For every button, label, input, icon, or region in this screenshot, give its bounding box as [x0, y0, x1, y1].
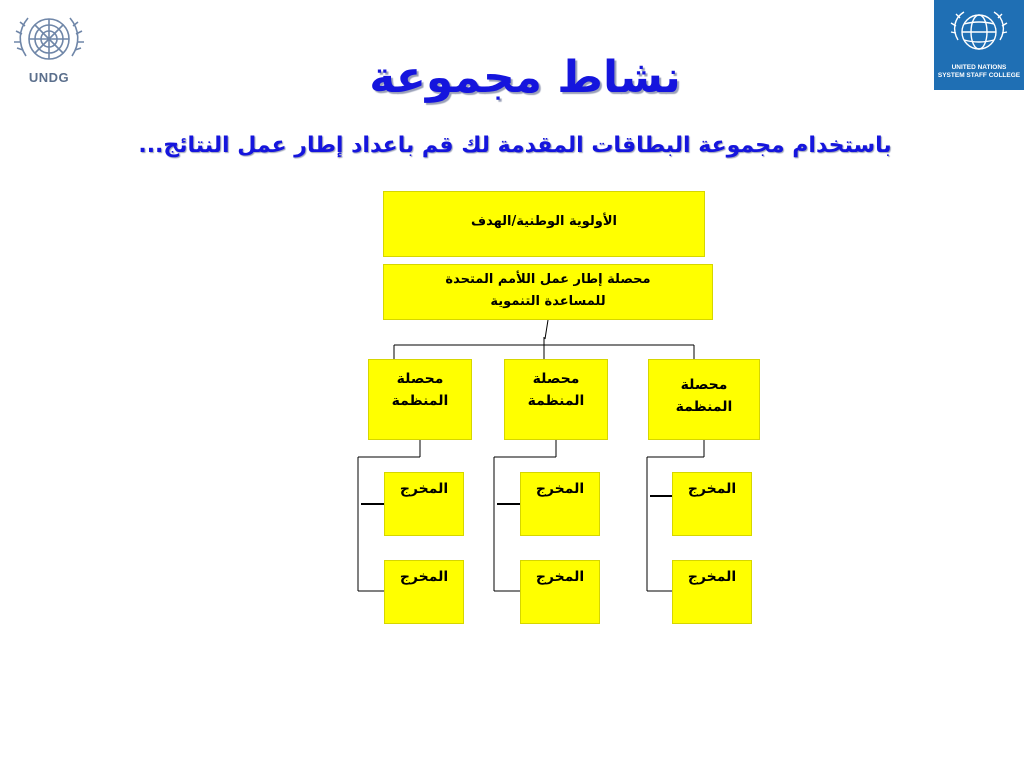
connector-undaf-stem [545, 320, 548, 339]
agency-outcome-line1: محصلة [532, 371, 580, 387]
slide-subtitle: باستخدام مجموعة البطاقات المقدمة لك قم باعداد إطار عمل النتائج... [138, 133, 892, 158]
agency-outcome-line1: محصلة [680, 377, 728, 393]
output-box: المخرج [520, 560, 600, 624]
agency-outcome-box [504, 359, 608, 440]
output-box: المخرج [672, 560, 752, 624]
agency-outcome-line2: المنظمة [675, 399, 733, 415]
agency-outcome-box [368, 359, 472, 440]
undaf-outcome-line1: محصلة إطار عمل اللأمم المتحدة [445, 272, 651, 287]
undaf-outcome-line2: للمساعدة التنموية [490, 294, 606, 309]
agency-outcome-line1: محصلة [396, 371, 444, 387]
output-box: المخرج [520, 472, 600, 536]
output-box: المخرج [672, 472, 752, 536]
national-priority-box: الأولوية الوطنية/الهدف [383, 191, 705, 257]
output-box: المخرج [384, 560, 464, 624]
unssc-line1: UNITED NATIONS [951, 64, 1007, 71]
output-box: المخرج [384, 472, 464, 536]
agency-outcome-box [648, 359, 760, 440]
agency-outcome-line2: المنظمة [391, 393, 449, 409]
undaf-outcome-box [383, 264, 713, 320]
unssc-line2: SYSTEM STAFF COLLEGE [937, 72, 1021, 79]
undg-logo-text: UNDG [28, 70, 70, 85]
slide-title: نشاط مجموعة [369, 52, 681, 103]
agency-outcome-line2: المنظمة [527, 393, 585, 409]
